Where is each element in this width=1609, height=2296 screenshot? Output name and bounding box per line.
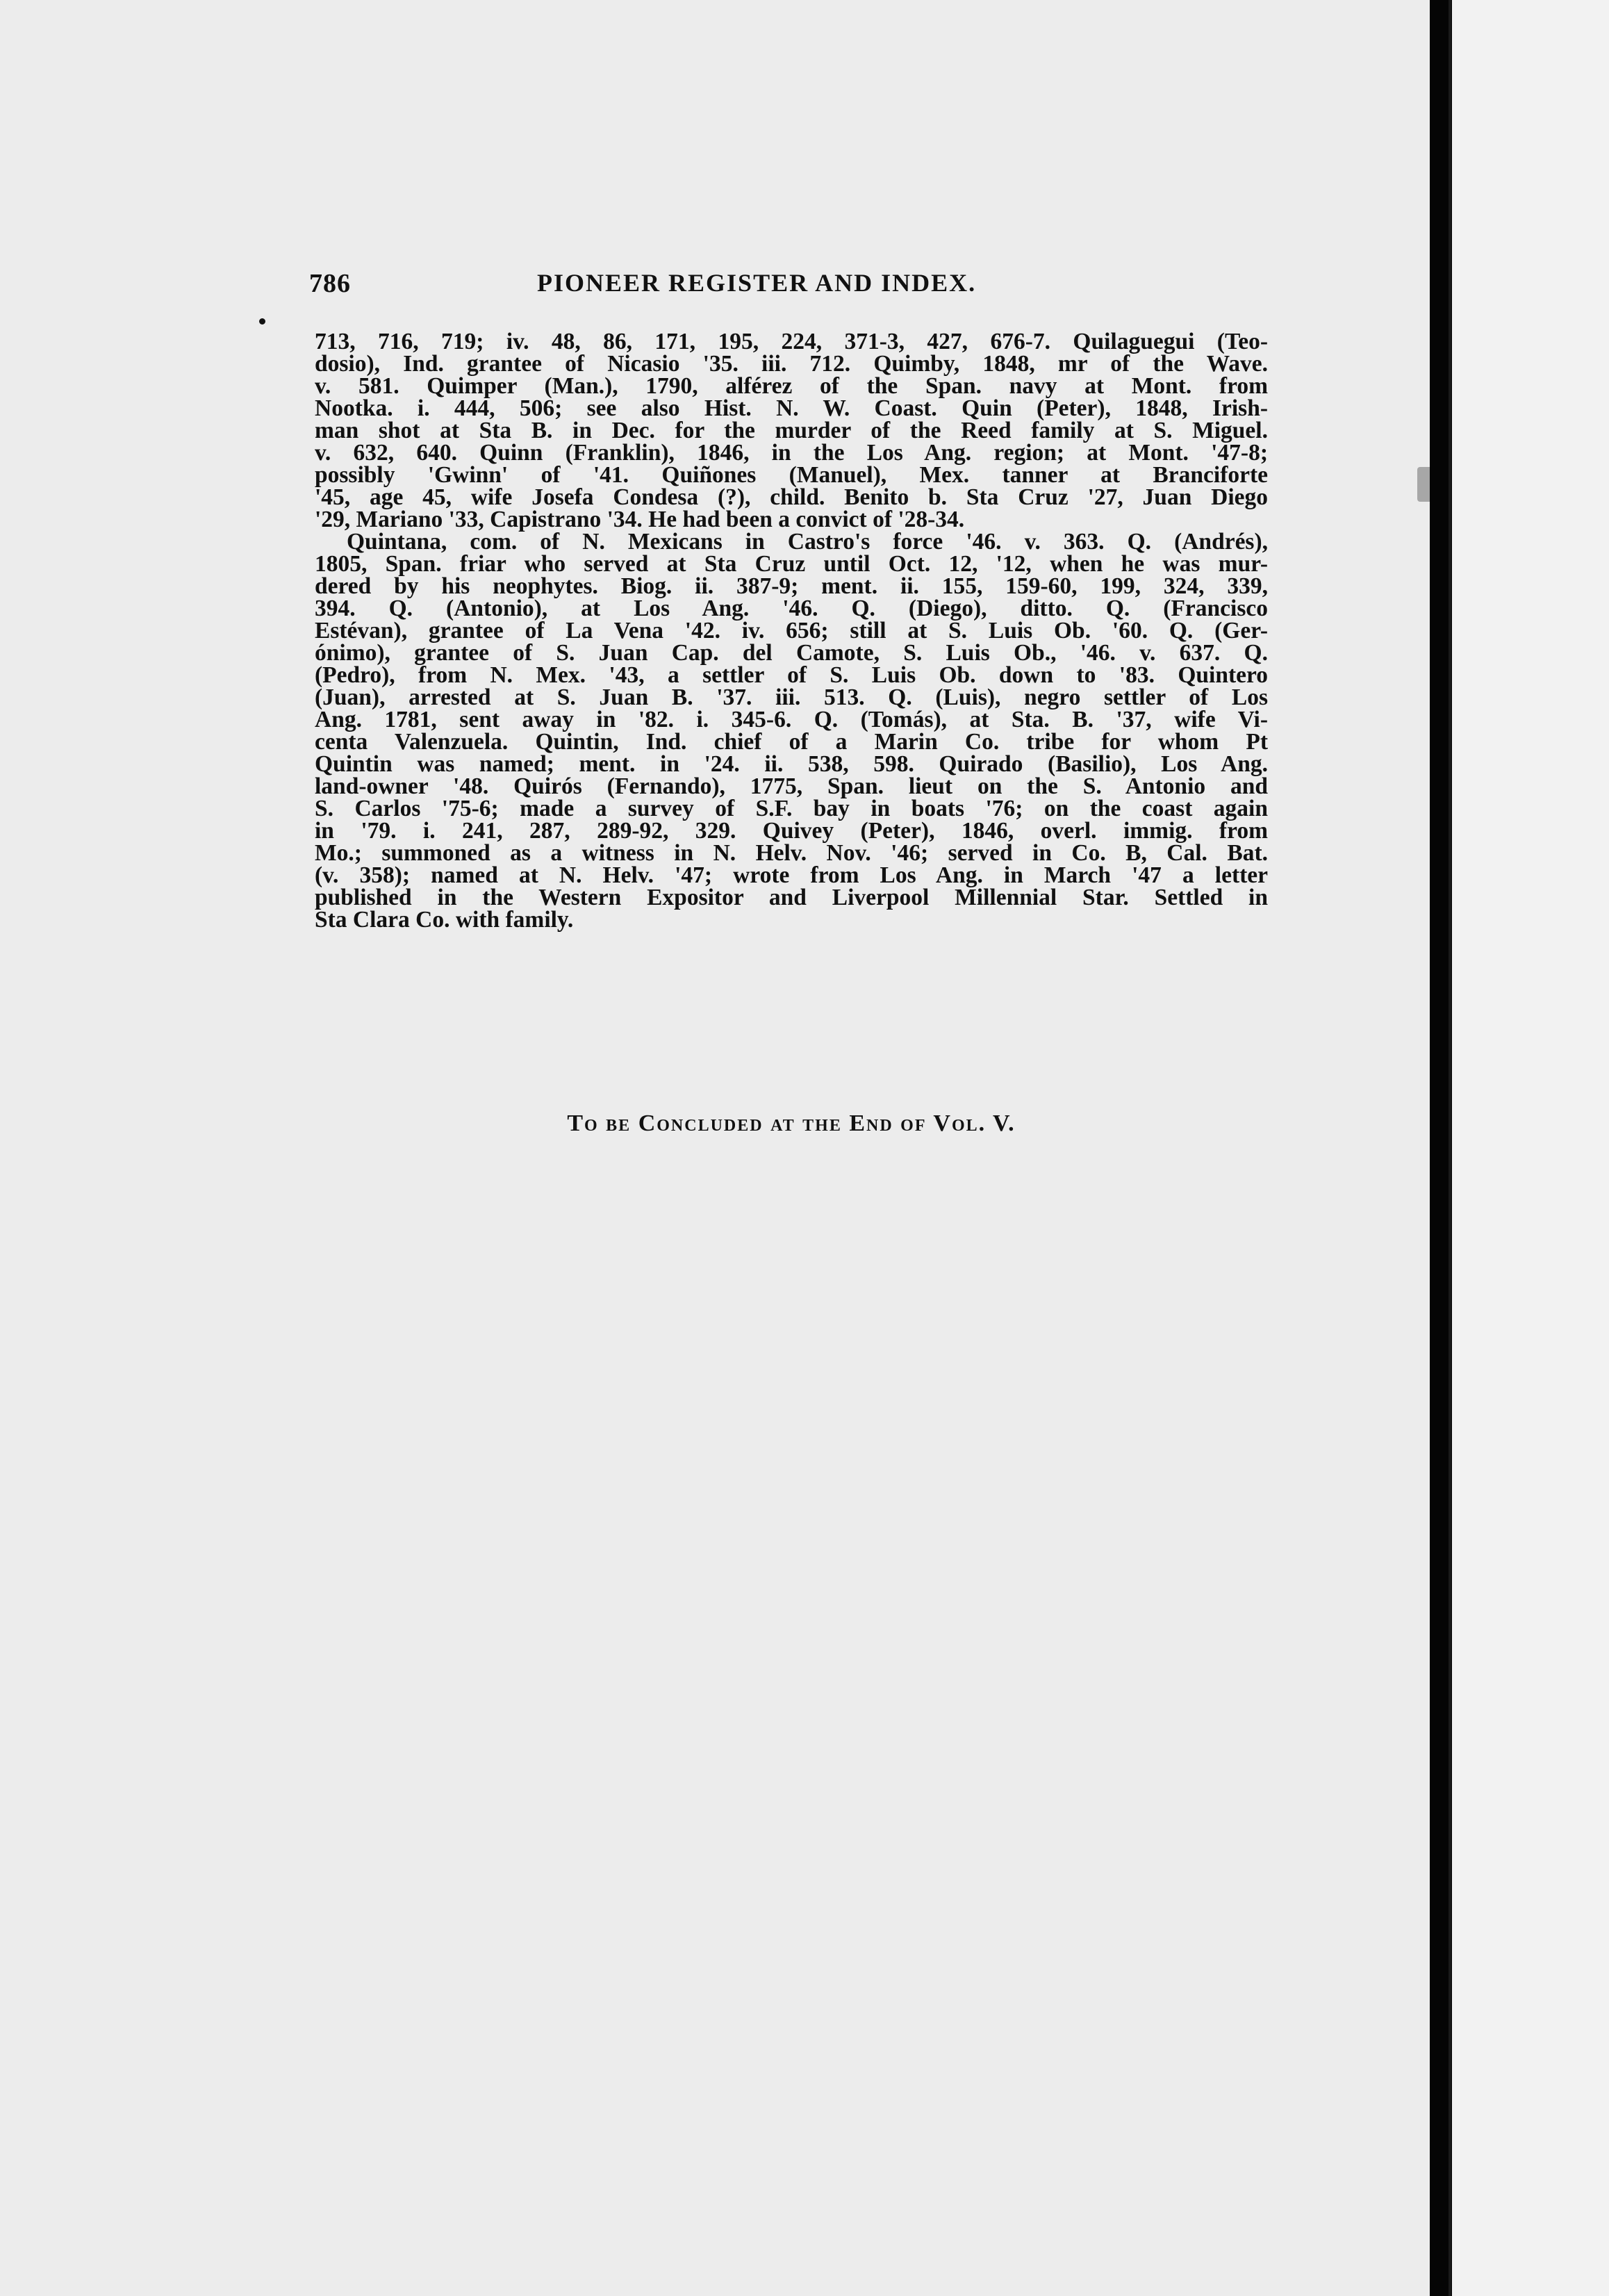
text-line: S. Carlos '75-6; made a survey of S.F. bay in boats '76; on the coast again <box>315 796 1268 821</box>
text-line: in '79. i. 241, 287, 289-92, 329. Quivey (Peter), 1846, overl. immig. from <box>315 818 1268 844</box>
text-line: man shot at Sta B. in Dec. for the murder of the Reed family at S. Miguel. <box>315 418 1268 443</box>
text-line: '45, age 45, wife Josefa Condesa (?), child. Benito b. Sta Cruz '27, Juan Diego <box>315 484 1268 510</box>
text-line: dered by his neophytes. Biog. ii. 387-9; ment. ii. 155, 159-60, 199, 324, 339, <box>315 573 1268 599</box>
text-line: Nootka. i. 444, 506; see also Hist. N. W. Coast. Quin (Peter), 1848, Irish- <box>315 395 1268 421</box>
page-edge-line <box>1449 0 1451 2296</box>
running-head: PIONEER REGISTER AND INDEX. <box>537 269 977 297</box>
text-line: published in the Western Expositor and Liverpool Millennial Star. Settled in <box>315 885 1268 910</box>
text-line: possibly 'Gwinn' of '41. Quiñones (Manuel), Mex. tanner at Branciforte <box>315 462 1268 488</box>
text-line: (Juan), arrested at S. Juan B. '37. iii. 513. Q. (Luis), negro settler of Los <box>315 684 1268 710</box>
text-line: 394. Q. (Antonio), at Los Ang. '46. Q. (Diego), ditto. Q. (Francisco <box>315 596 1268 621</box>
page-header <box>309 268 1282 310</box>
text-line: land-owner '48. Quirós (Fernando), 1775, Span. lieut on the S. Antonio and <box>315 773 1268 799</box>
paragraph-1 <box>315 331 1268 531</box>
text-line: 1805, Span. friar who served at Sta Cruz until Oct. 12, '12, when he was mur- <box>315 551 1268 577</box>
text-line: (Pedro), from N. Mex. '43, a settler of S. Luis Ob. down to '83. Quintero <box>315 662 1268 688</box>
text-line: centa Valenzuela. Quintin, Ind. chief of a Marin Co. tribe for whom Pt <box>315 729 1268 755</box>
text-line: '29, Mariano '33, Capistrano '34. He had been a convict of '28-34. <box>315 507 965 532</box>
text-line: Estévan), grantee of La Vena '42. iv. 656; still at S. Luis Ob. '60. Q. (Ger- <box>315 618 1268 643</box>
page-number: 786 <box>309 269 351 298</box>
text-line: ónimo), grantee of S. Juan Cap. del Camote, S. Luis Ob., '46. v. 637. Q. <box>315 640 1268 666</box>
text-line: v. 632, 640. Quinn (Franklin), 1846, in the Los Ang. region; at Mont. '47-8; <box>315 440 1268 466</box>
text-line: Quintin was named; ment. in '24. ii. 538, 598. Quirado (Basilio), Los Ang. <box>315 751 1268 777</box>
paragraph-2 <box>315 531 1268 931</box>
text-line: Quintana, com. of N. Mexicans in Castro's force '46. v. 363. Q. (Andrés), <box>347 529 1268 555</box>
text-line: Ang. 1781, sent away in '82. i. 345-6. Q. (Tomás), at Sta. B. '37, wife Vi- <box>315 707 1268 732</box>
adjacent-page-edge <box>1452 0 1609 2296</box>
text-line: Sta Clara Co. with family. <box>315 907 574 933</box>
margin-dot <box>259 318 265 325</box>
register-text <box>315 331 1268 931</box>
text-line: v. 581. Quimper (Man.), 1790, alférez of the Span. navy at Mont. from <box>315 373 1268 399</box>
text-line: 713, 716, 719; iv. 48, 86, 171, 195, 224, 371-3, 427, 676-7. Quilaguegui (Teo- <box>315 329 1268 354</box>
text-line: Mo.; summoned as a witness in N. Helv. Nov. '46; served in Co. B, Cal. Bat. <box>315 840 1268 866</box>
conclusion-note: To be Concluded at the End of Vol. V. <box>567 1110 1016 1136</box>
text-line: dosio), Ind. grantee of Nicasio '35. iii. 712. Quimby, 1848, mr of the Wave. <box>315 351 1268 377</box>
text-line: (v. 358); named at N. Helv. '47; wrote from Los Ang. in March '47 a letter <box>315 862 1268 888</box>
